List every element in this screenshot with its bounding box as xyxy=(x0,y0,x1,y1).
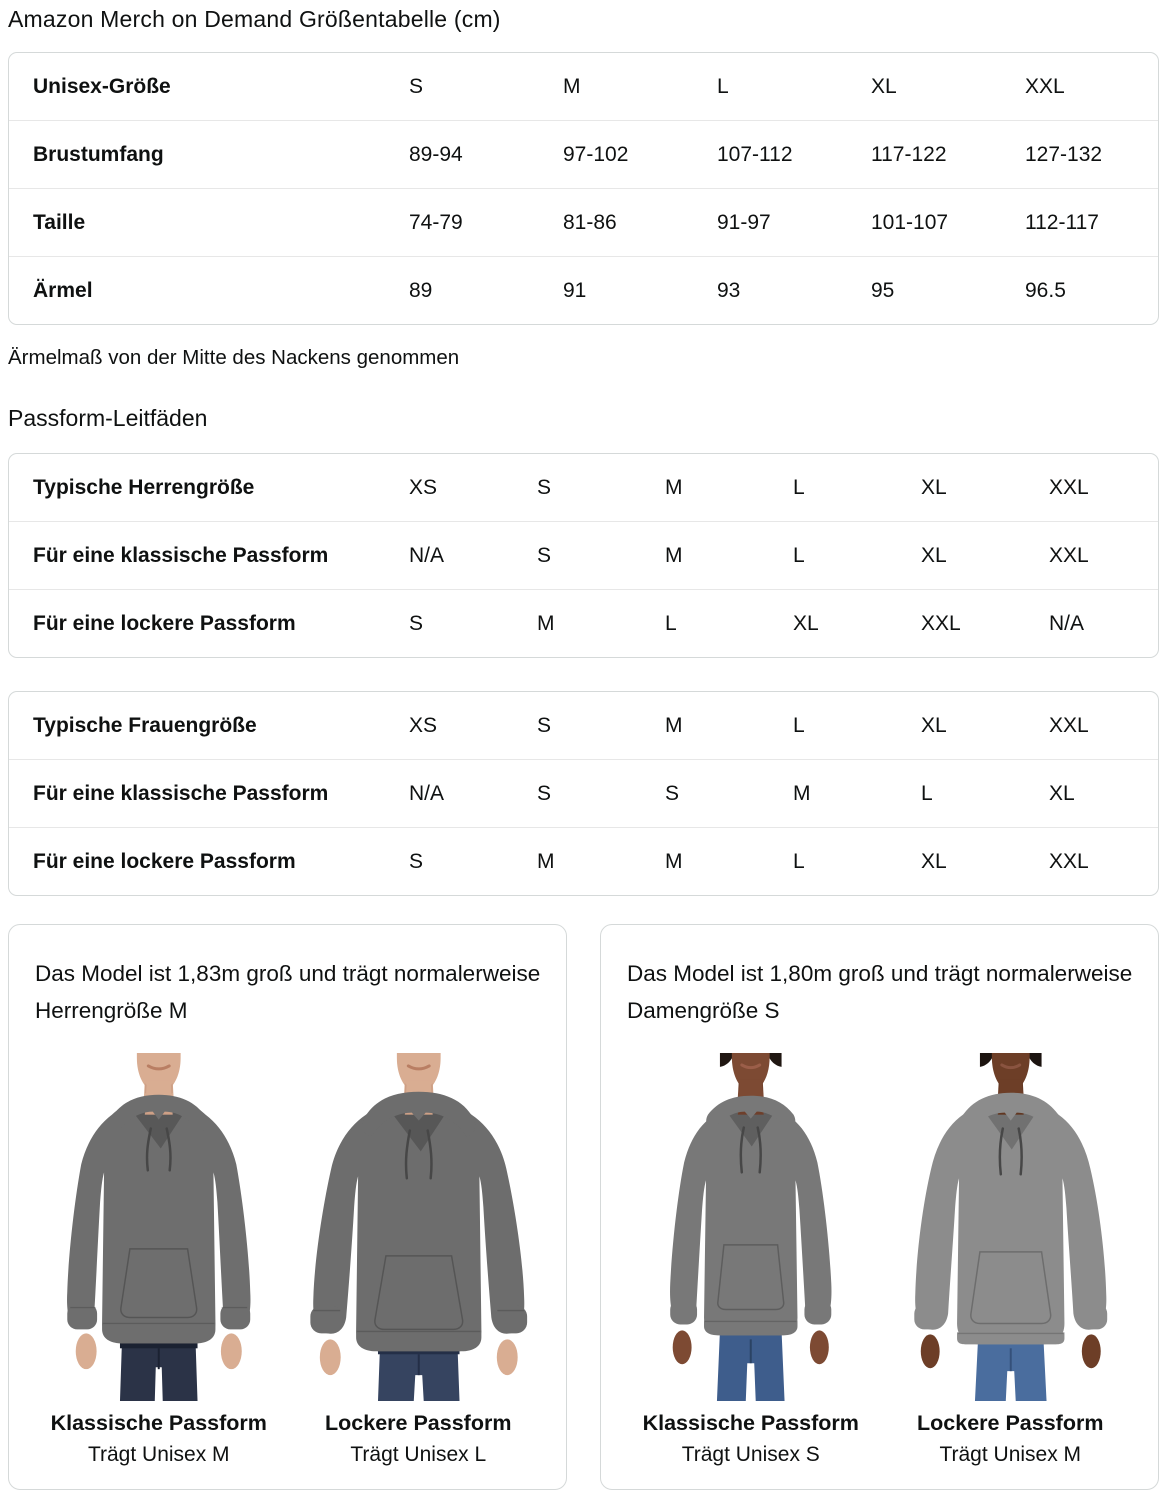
cell: S xyxy=(537,713,552,737)
cell: M xyxy=(665,475,683,499)
row-label: Für eine lockere Passform xyxy=(9,590,389,658)
jeans-group xyxy=(120,1339,198,1401)
cell: 97-102 xyxy=(543,121,697,189)
cell: XL xyxy=(921,475,947,499)
figure-subcaption: Trägt Unisex S xyxy=(681,1443,820,1466)
cell: S xyxy=(389,590,517,658)
row-label: Für eine lockere Passform xyxy=(9,828,389,896)
cell: 95 xyxy=(851,257,1005,325)
cell: 89 xyxy=(389,257,543,325)
cell: 96.5 xyxy=(1005,257,1158,325)
cell: XXL xyxy=(1029,828,1158,896)
cell: M xyxy=(645,522,773,590)
mens-fit-table xyxy=(8,453,1159,658)
model-photo-mens-classic-fit xyxy=(33,1053,285,1401)
hoodie-group xyxy=(310,1081,527,1351)
row-label: Typische Frauengröße xyxy=(33,713,257,737)
cell: M xyxy=(517,828,645,896)
jeans-group xyxy=(717,1331,785,1401)
cell: M xyxy=(665,713,683,737)
cell: 112-117 xyxy=(1005,189,1158,257)
row-label: Taille xyxy=(9,189,389,257)
jeans-group xyxy=(377,1345,459,1401)
cell: 93 xyxy=(697,257,851,325)
cell: N/A xyxy=(389,760,517,828)
cell: M xyxy=(517,590,645,658)
figure-caption: Klassische Passform xyxy=(50,1411,267,1435)
cell: L xyxy=(901,760,1029,828)
cell: XL xyxy=(921,713,947,737)
womens-loose-figure xyxy=(885,1053,1137,1467)
model-photo-womens-classic-fit xyxy=(625,1053,877,1401)
table-row xyxy=(9,257,1158,325)
cell: M xyxy=(773,760,901,828)
row-label: Unisex-Größe xyxy=(33,74,171,98)
cell: L xyxy=(773,828,901,896)
mens-loose-figure xyxy=(293,1053,545,1467)
figure-caption: Lockere Passform xyxy=(325,1411,512,1435)
jeans-group xyxy=(974,1341,1046,1401)
cell: 91-97 xyxy=(697,189,851,257)
cell: XXL xyxy=(901,590,1029,658)
mens-model-card xyxy=(8,924,567,1490)
cell: M xyxy=(563,74,581,98)
table-row xyxy=(9,53,1158,121)
table-row xyxy=(9,760,1158,828)
figure-subcaption: Trägt Unisex M xyxy=(87,1443,230,1466)
cell: 101-107 xyxy=(851,189,1005,257)
cell: L xyxy=(717,74,729,98)
row-label: Für eine klassische Passform xyxy=(9,522,389,590)
cell: M xyxy=(645,828,773,896)
cell: L xyxy=(793,475,805,499)
cell: XS xyxy=(409,713,438,737)
cell: 91 xyxy=(543,257,697,325)
cell: L xyxy=(793,713,805,737)
cell: XXL xyxy=(1049,475,1089,499)
table-row xyxy=(9,692,1158,760)
cell: XL xyxy=(773,590,901,658)
cell: N/A xyxy=(389,522,517,590)
table-row xyxy=(9,189,1158,257)
cell: XXL xyxy=(1025,74,1065,98)
cell: 74-79 xyxy=(389,189,543,257)
hoodie-group xyxy=(670,1080,831,1336)
cell: S xyxy=(537,475,552,499)
cell: 107-112 xyxy=(697,121,851,189)
cell: S xyxy=(517,522,645,590)
cell: N/A xyxy=(1029,590,1158,658)
sleeve-measure-footnote: Ärmelmaß von der Mitte des Nackens genommen xyxy=(8,346,460,369)
row-label: Typische Herrengröße xyxy=(33,475,255,499)
page-title: Amazon Merch on Demand Größentabelle (cm) xyxy=(8,6,501,32)
cell: 117-122 xyxy=(851,121,1005,189)
cell: 127-132 xyxy=(1005,121,1158,189)
cell: XL xyxy=(1029,760,1158,828)
cell: XL xyxy=(901,522,1029,590)
womens-classic-figure xyxy=(625,1053,877,1467)
cell: XS xyxy=(409,475,438,499)
unisex-size-table xyxy=(8,52,1159,325)
cell: S xyxy=(645,760,773,828)
table-row xyxy=(9,590,1158,658)
hoodie-group xyxy=(67,1081,250,1343)
cell: S xyxy=(389,828,517,896)
hoodie-group xyxy=(914,1080,1107,1345)
figure-caption: Klassische Passform xyxy=(642,1411,859,1435)
womens-model-text: Das Model ist 1,80m groß und trägt normalerweise Damengröße S xyxy=(627,961,1133,1023)
figure-caption: Lockere Passform xyxy=(917,1411,1104,1435)
model-photo-mens-loose-fit xyxy=(293,1053,545,1401)
row-label: Ärmel xyxy=(9,257,389,325)
fit-guides-title: Passform-Leitfäden xyxy=(8,405,208,431)
cell: 81-86 xyxy=(543,189,697,257)
table-row xyxy=(9,828,1158,896)
cell: XXL xyxy=(1029,522,1158,590)
cell: XXL xyxy=(1049,713,1089,737)
cell: S xyxy=(409,74,424,98)
table-row xyxy=(9,522,1158,590)
cell: S xyxy=(517,760,645,828)
figure-subcaption: Trägt Unisex L xyxy=(350,1443,487,1466)
cell: XL xyxy=(871,74,897,98)
table-row xyxy=(9,454,1158,522)
table-row xyxy=(9,121,1158,189)
row-label: Für eine klassische Passform xyxy=(9,760,389,828)
mens-classic-figure xyxy=(33,1053,285,1467)
womens-fit-table xyxy=(8,691,1159,896)
cell: XL xyxy=(901,828,1029,896)
mens-model-text: Das Model ist 1,83m groß und trägt normalerweise Herrengröße M xyxy=(35,961,541,1023)
womens-model-card xyxy=(600,924,1159,1490)
row-label: Brustumfang xyxy=(9,121,389,189)
figure-subcaption: Trägt Unisex M xyxy=(939,1443,1082,1466)
cell: 89-94 xyxy=(389,121,543,189)
cell: L xyxy=(773,522,901,590)
cell: L xyxy=(645,590,773,658)
model-photo-womens-loose-fit xyxy=(885,1053,1137,1401)
